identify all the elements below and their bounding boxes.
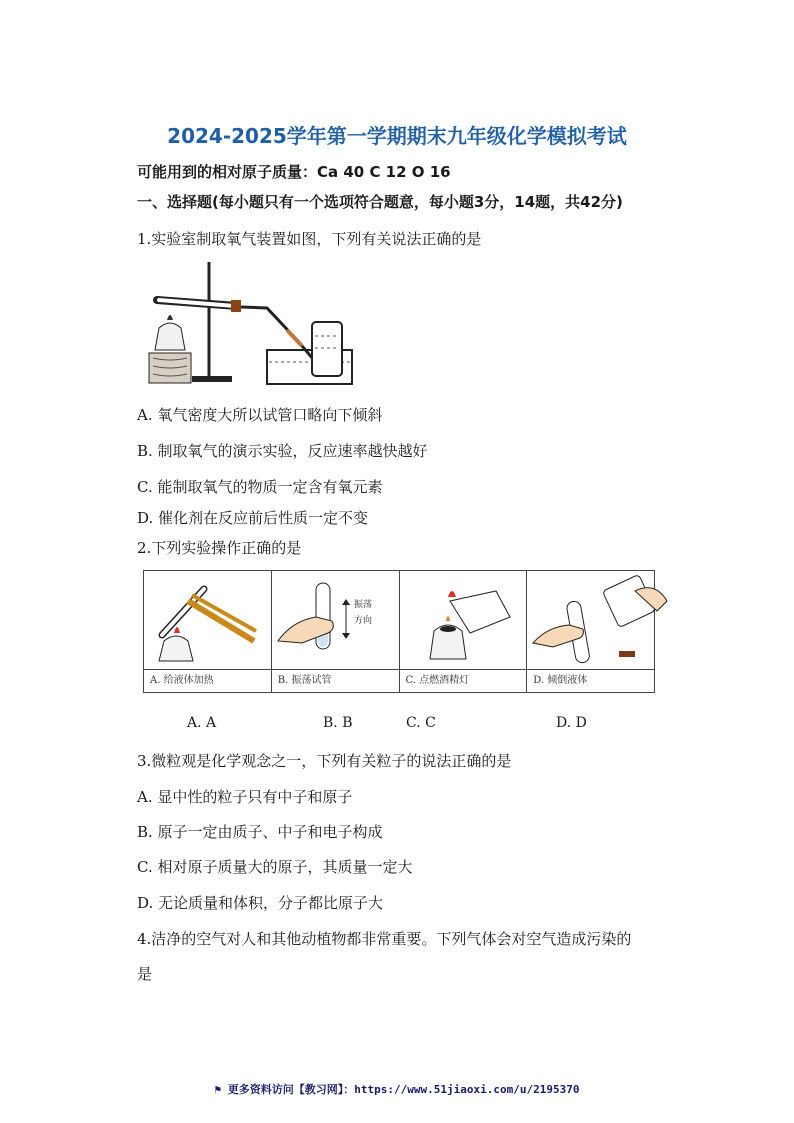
- q2-panel-d: [527, 571, 654, 692]
- q2-caption-c: C. 点燃酒精灯: [400, 669, 527, 692]
- atomic-masses: 可能用到的相对原子质量：Ca 40 C 12 O 16: [137, 163, 451, 181]
- q4-stem-line1: 4.洁净的空气对人和其他动植物都非常重要。下列气体会对空气造成污染的: [137, 930, 632, 948]
- q2-choice-a[interactable]: A. A: [187, 715, 217, 731]
- q2-panel-c: [400, 571, 528, 692]
- q3-stem: 3.微粒观是化学观念之一，下列有关粒子的说法正确的是: [137, 752, 512, 770]
- page-title: 2024-2025学年第一学期期末九年级化学模拟考试: [167, 124, 627, 148]
- footer-link[interactable]: [0, 1081, 794, 1097]
- oxygen-apparatus-figure: [137, 258, 362, 390]
- q2-caption-a: A. 给液体加热: [144, 669, 271, 692]
- q4-stem-line2: 是: [137, 965, 153, 983]
- q2-figure-panels: [143, 570, 655, 693]
- svg-text:方向: 方向: [353, 616, 372, 626]
- q3-option-a[interactable]: A. 显中性的粒子只有中子和原子: [137, 788, 353, 806]
- q1-option-b[interactable]: B. 制取氧气的演示实验，反应速率越快越好: [137, 442, 428, 460]
- q2-panel-a: [144, 571, 272, 692]
- q2-caption-b: B. 振荡试管: [272, 669, 399, 692]
- q3-option-b[interactable]: B. 原子一定由质子、中子和电子构成: [137, 823, 383, 841]
- q1-stem: 1.实验室制取氧气装置如图，下列有关说法正确的是: [137, 230, 482, 248]
- q2-caption-d: D. 倾倒液体: [527, 669, 654, 692]
- footer-text: 更多资料访问【教习网】：https://www.51jiaoxi.com/u/2195370: [227, 1083, 580, 1096]
- q2-choice-b[interactable]: B. B: [323, 715, 353, 731]
- q1-option-c[interactable]: C. 能制取氧气的物质一定含有氧元素: [137, 478, 383, 496]
- q2-stem: 2.下列实验操作正确的是: [137, 539, 302, 557]
- section-heading: 一、选择题(每小题只有一个选项符合题意，每小题3分，14题，共42分): [137, 193, 623, 211]
- q3-option-c[interactable]: C. 相对原子质量大的原子，其质量一定大: [137, 858, 413, 876]
- q2-annotation-shake: 振荡: [353, 600, 372, 610]
- q2-choice-d[interactable]: D. D: [556, 715, 587, 731]
- q3-option-d[interactable]: D. 无论质量和体积，分子都比原子大: [137, 894, 384, 912]
- q1-option-d[interactable]: D. 催化剂在反应前后性质一定不变: [137, 509, 369, 527]
- flag-icon: ⚑: [214, 1083, 228, 1096]
- q2-choice-c[interactable]: C. C: [406, 715, 436, 731]
- q1-option-a[interactable]: A. 氧气密度大所以试管口略向下倾斜: [137, 406, 383, 424]
- q2-panel-b: [272, 571, 400, 692]
